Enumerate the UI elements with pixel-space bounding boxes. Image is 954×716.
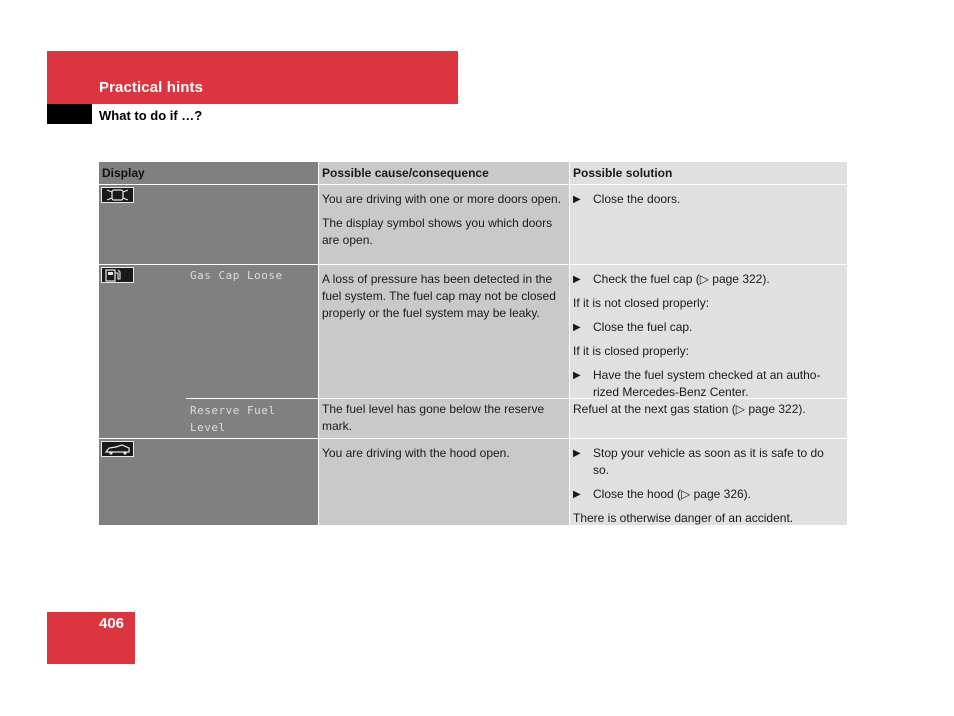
solution-cell <box>569 439 847 525</box>
solution-cell <box>569 265 847 398</box>
section-header-bar <box>47 51 458 104</box>
column-header-display: Display <box>99 162 318 184</box>
bullet-arrow-icon: ▶ <box>573 274 581 285</box>
bullet-arrow-icon: ▶ <box>573 489 581 500</box>
subsection-marker <box>47 104 92 124</box>
display-cell <box>99 185 318 264</box>
solution-note: Refuel at the next gas station (▷ page 322). <box>573 402 806 416</box>
solution-note: There is otherwise danger of an accident. <box>573 511 794 525</box>
fuel-row-group <box>99 264 847 438</box>
table-row <box>99 438 847 525</box>
bullet-arrow-icon: ▶ <box>573 370 581 381</box>
solution-note: If it is not closed properly: <box>573 296 710 310</box>
table-row <box>318 398 847 438</box>
solution-step: ▶ Close the fuel cap. <box>573 320 693 334</box>
display-cell <box>99 439 318 525</box>
hood-open-icon <box>101 441 134 457</box>
column-header-cause: Possible cause/consequence <box>318 162 569 184</box>
display-messages-table <box>99 162 847 525</box>
solution-step: ▶ Close the doors. <box>573 192 681 206</box>
solution-step: ▶ Stop your vehicle as soon as it is safe to do so. <box>573 446 824 477</box>
table-header-row <box>99 162 847 184</box>
solution-cell <box>569 399 847 438</box>
cause-cell <box>318 439 569 525</box>
table-row <box>318 265 847 398</box>
cause-text: The fuel level has gone below the reserve mark. <box>322 402 545 433</box>
row-divider <box>186 398 318 399</box>
cause-text: You are driving with one or more doors open. <box>322 192 562 206</box>
bullet-arrow-icon: ▶ <box>573 322 581 333</box>
cause-text: The display symbol shows you which doors are open. <box>322 216 553 247</box>
bullet-arrow-icon: ▶ <box>573 448 581 459</box>
solution-note: If it is closed properly: <box>573 344 690 358</box>
page-number: 406 <box>99 615 125 632</box>
solution-step: ▶ Have the fuel system checked at an autho-rized Mercedes-Benz Center. <box>573 368 821 399</box>
cause-text: You are driving with the hood open. <box>322 446 510 460</box>
fuel-pump-icon <box>101 267 134 283</box>
solution-step: ▶ Check the fuel cap (▷ page 322). <box>573 272 770 286</box>
subsection-title: What to do if …? <box>99 108 203 123</box>
fuel-rows <box>318 265 847 438</box>
cause-cell <box>318 265 569 398</box>
reserve-fuel-message: Reserve Fuel Level <box>190 404 276 434</box>
section-title: Practical hints <box>99 79 204 96</box>
door-open-icon <box>101 187 134 203</box>
cause-cell <box>318 399 569 438</box>
gas-cap-loose-message: Gas Cap Loose <box>190 269 283 282</box>
cause-cell <box>318 185 569 264</box>
bullet-arrow-icon: ▶ <box>573 194 581 205</box>
display-cell <box>99 265 318 438</box>
column-header-solution: Possible solution <box>569 162 847 184</box>
table-row <box>99 184 847 264</box>
cause-text: A loss of pressure has been detected in the fuel system. The fuel cap may not be closed properly or the fuel system may be leaky. <box>322 272 556 320</box>
solution-cell <box>569 185 847 264</box>
message-area <box>186 265 318 438</box>
solution-step: ▶ Close the hood (▷ page 326). <box>573 487 751 501</box>
